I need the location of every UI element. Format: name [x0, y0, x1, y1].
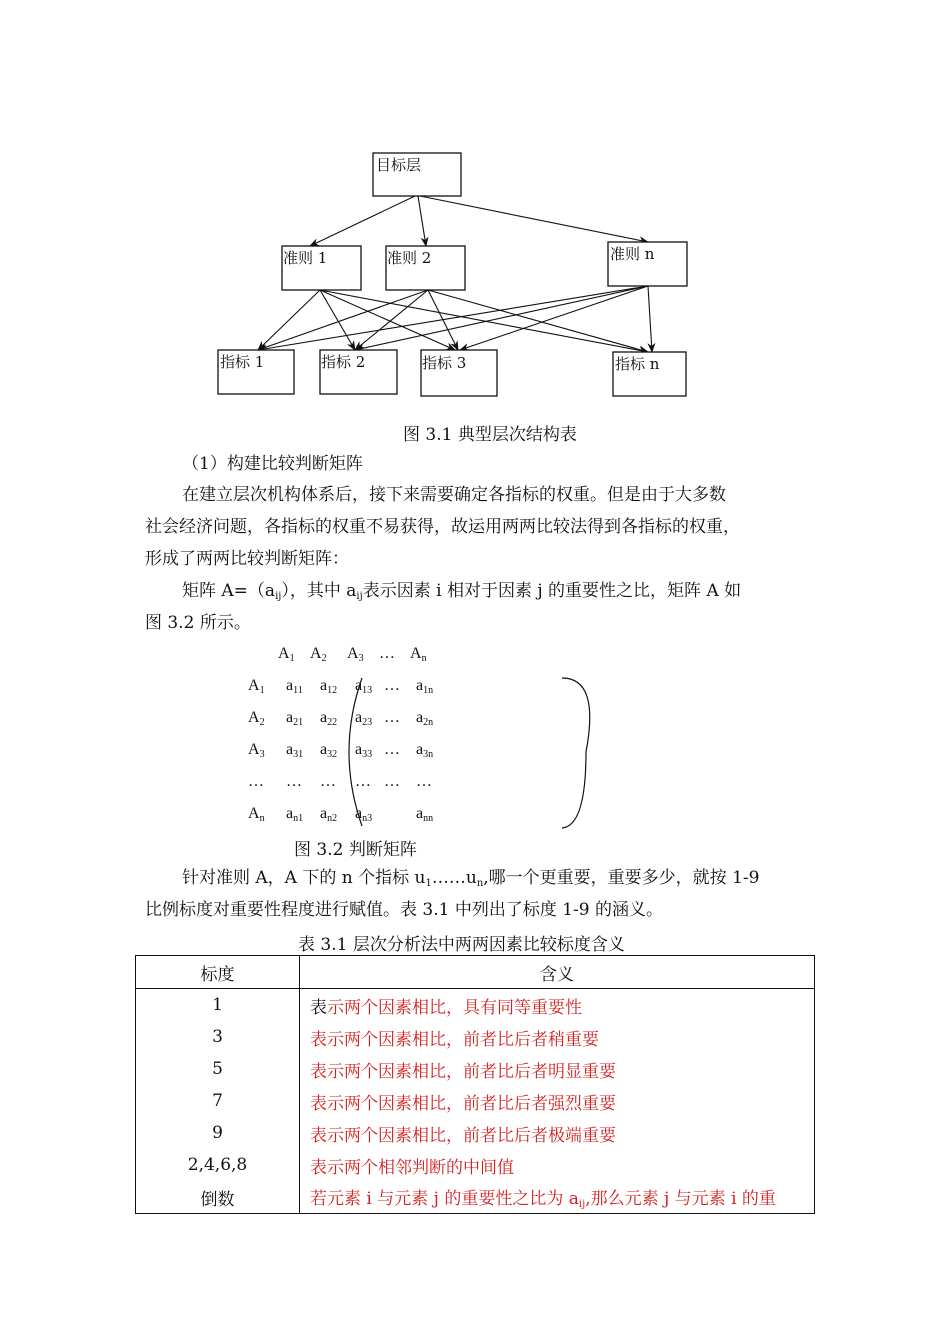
matrix-right-bracket	[562, 678, 590, 828]
matrix-cell: …	[416, 773, 432, 790]
cell-meaning-part-b: ,那么元素 j 与元素 i 的重	[585, 1189, 776, 1209]
matrix-cell: $a_{n1}$	[286, 805, 304, 824]
cell-meaning-part-a: 若元素 i 与元素 j 的重要性之比为 a	[310, 1189, 579, 1209]
matrix-cell: …	[384, 741, 400, 758]
table-row	[136, 1053, 815, 1085]
cell-meaning: 表示两个相邻判断的中间值	[310, 1157, 514, 1178]
matrix-col-header: …	[379, 645, 395, 662]
node-criterion-n-label: 准则 n	[610, 245, 655, 263]
node-indicator-n-label: 指标 n	[615, 355, 660, 373]
matrix-row-header: $A_2$	[248, 709, 265, 728]
matrix-cell: $a_{nn}$	[416, 805, 434, 824]
matrix-cell: $a_{22}$	[320, 709, 338, 728]
table-row	[136, 1021, 815, 1053]
p2-text-c: 表示因素 i 相对于因素 j 的重要性之比，矩阵 A 如	[362, 581, 742, 601]
matrix-cell: $a_{32}$	[320, 741, 338, 760]
cell-scale: 2,4,6,8	[136, 1149, 300, 1181]
matrix-cell: $a_{21}$	[286, 709, 304, 728]
p3-text-b: ……u	[431, 868, 477, 888]
matrix-col-header: $A_2$	[310, 645, 327, 664]
paragraph-2-line-2: 图 3.2 所示。	[145, 613, 251, 633]
cell-meaning-black: 表	[310, 997, 327, 1018]
header-scale: 标度	[136, 956, 300, 989]
cell-meaning-red: 示两个因素相比，具有同等重要性	[327, 997, 582, 1018]
table-row	[136, 1149, 815, 1181]
table-header-row	[136, 956, 815, 989]
p2-sub-1: ij	[275, 591, 282, 602]
matrix-row-header: $A_3$	[248, 741, 265, 760]
cell-scale: 1	[136, 989, 300, 1022]
matrix-cell: …	[384, 677, 400, 694]
matrix-cell: $a_{11}$	[286, 677, 303, 696]
cell-meaning-sub: ij	[578, 1199, 586, 1210]
table-row	[136, 1085, 815, 1117]
node-criterion-2-label: 准则 2	[387, 249, 432, 267]
paragraph-1-line-1: 在建立层次机构体系后，接下来需要确定各指标的权重。但是由于大多数	[182, 485, 726, 505]
matrix-cell: $a_{33}$	[355, 741, 373, 760]
matrix-cell: …	[355, 773, 371, 790]
cell-meaning: 表示两个因素相比，前者比后者强烈重要	[310, 1093, 616, 1114]
matrix-cell: …	[384, 709, 400, 726]
p2-text-b: ），其中 a	[281, 581, 357, 601]
matrix-cell: …	[384, 773, 400, 790]
cell-scale: 5	[136, 1053, 300, 1085]
matrix-col-header: $A_1$	[278, 645, 295, 664]
cell-scale: 9	[136, 1117, 300, 1149]
node-indicator-3-label: 指标 3	[422, 354, 467, 372]
matrix-cell: $a_{n3}$	[355, 805, 373, 824]
matrix-col-header: $A_3$	[347, 645, 364, 664]
matrix-left-bracket	[349, 678, 362, 826]
node-goal-label: 目标层	[376, 156, 422, 174]
matrix-cell: $a_{3n}$	[416, 741, 434, 760]
matrix-cell: $a_{n2}$	[320, 805, 338, 824]
p2-sub-2: ij	[356, 591, 363, 602]
matrix-cell: $a_{2n}$	[416, 709, 434, 728]
figure-2-caption: 图 3.2 判断矩阵	[294, 840, 417, 860]
matrix-row-header: $A_1$	[248, 677, 265, 696]
cell-scale: 7	[136, 1085, 300, 1117]
p3-sub-1: 1	[425, 878, 432, 889]
cell-scale: 倒数	[136, 1181, 300, 1214]
matrix-cell: $a_{1n}$	[416, 677, 434, 696]
cell-meaning: 表示两个因素相比，前者比后者稍重要	[310, 1029, 599, 1050]
paragraph-1-line-2: 社会经济问题，各指标的权重不易获得，故运用两两比较法得到各指标的权重，	[145, 517, 740, 537]
cell-meaning: 表示两个因素相比，前者比后者极端重要	[310, 1125, 616, 1146]
paragraph-3-line-2: 比例标度对重要性程度进行赋值。表 3.1 中列出了标度 1-9 的涵义。	[145, 900, 664, 920]
matrix-row-header: …	[248, 773, 264, 790]
matrix-cell: …	[320, 773, 336, 790]
paragraph-1-line-3: 形成了两两比较判断矩阵：	[145, 549, 349, 569]
table-caption: 表 3.1 层次分析法中两两因素比较标度含义	[298, 935, 625, 955]
node-indicator-1-label: 指标 1	[220, 353, 265, 371]
matrix-row-header: $A_n$	[248, 805, 265, 824]
matrix-cell: $a_{12}$	[320, 677, 338, 696]
scale-table	[135, 955, 815, 1214]
cell-scale: 3	[136, 1021, 300, 1053]
matrix-cell: …	[286, 773, 302, 790]
matrix-col-header: $A_n$	[410, 645, 427, 664]
matrix-cell: $a_{13}$	[355, 677, 373, 696]
figure-1-caption: 图 3.1 典型层次结构表	[403, 425, 577, 445]
header-meaning: 含义	[300, 956, 815, 989]
table-row	[136, 1117, 815, 1149]
section-heading: （1）构建比较判断矩阵	[182, 454, 363, 474]
cell-meaning	[300, 989, 815, 1022]
node-indicator-2-label: 指标 2	[321, 353, 366, 371]
p2-text-a: 矩阵 A=（a	[182, 581, 276, 601]
cell-meaning	[300, 1181, 815, 1214]
matrix-cell: $a_{23}$	[355, 709, 373, 728]
p3-text-c: ,哪一个更重要，重要多少，就按 1-9	[483, 868, 760, 888]
p3-sub-2: n	[476, 878, 484, 889]
table-row	[136, 1181, 815, 1214]
p3-text-a: 针对准则 A，A 下的 n 个指标 u	[182, 868, 426, 888]
matrix-cell: $a_{31}$	[286, 741, 304, 760]
node-criterion-1-label: 准则 1	[283, 249, 328, 267]
table-row	[136, 989, 815, 1022]
cell-meaning: 表示两个因素相比，前者比后者明显重要	[310, 1061, 616, 1082]
